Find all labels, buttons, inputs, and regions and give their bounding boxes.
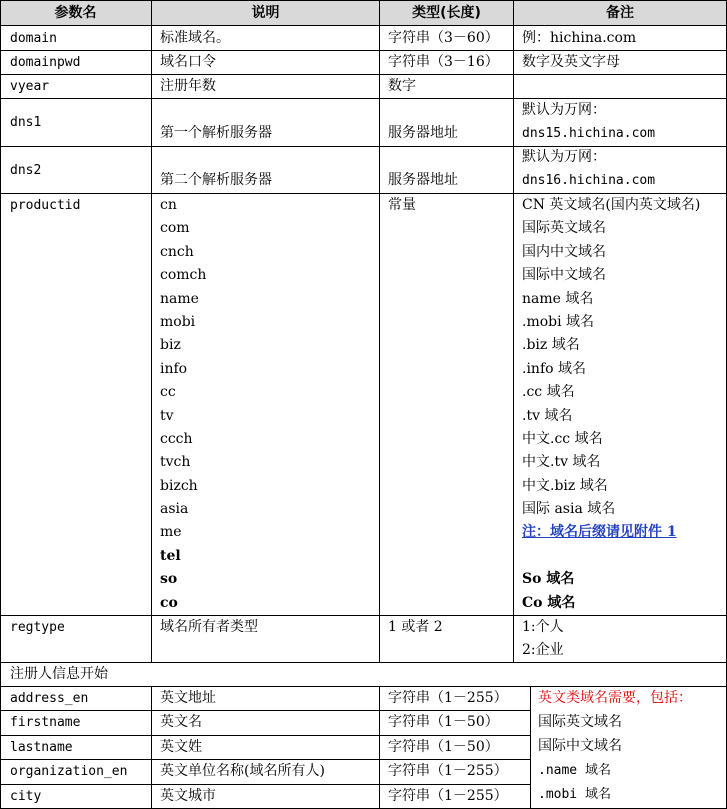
reg-note-item: 国际英文域名	[538, 714, 622, 730]
productid-code: tel	[160, 547, 181, 564]
grid-line	[0, 146, 727, 147]
desc-city: 英文城市	[160, 788, 216, 804]
param-domain: domain	[10, 31, 57, 46]
productid-note: 中文.biz 域名	[522, 477, 608, 494]
desc-domainpwd: 域名口令	[160, 54, 216, 70]
productid-note: .cc 域名	[522, 384, 575, 401]
grid-line	[530, 686, 531, 809]
productid-note: 中文.tv 域名	[522, 454, 601, 471]
type-dns1: 服务器地址	[388, 125, 458, 141]
reg-note-item: 国际中文域名	[538, 738, 622, 754]
productid-note	[522, 545, 700, 568]
param-lastname: lastname	[10, 740, 73, 755]
desc-firstname: 英文名	[160, 714, 202, 730]
header-param: 参数名	[54, 5, 97, 21]
note-domainpwd: 数字及英文字母	[522, 54, 620, 70]
header-note: 备注	[606, 5, 634, 21]
appendix-link[interactable]: 注：域名后缀请见附件 1	[522, 524, 677, 541]
type-vyear: 数字	[388, 78, 416, 94]
desc-lastname: 英文姓	[160, 739, 202, 755]
grid-line	[0, 25, 727, 26]
productid-code: tv	[160, 407, 174, 424]
note-dns1-line2: dns15.hichina.com	[522, 126, 656, 141]
param-address-en: address_en	[10, 691, 89, 706]
grid-line	[379, 686, 380, 809]
grid-line	[0, 74, 727, 75]
grid-line	[151, 0, 152, 662]
type-firstname: 字符串（1－50）	[388, 714, 499, 730]
grid-line	[0, 615, 727, 616]
type-productid: 常量	[388, 197, 416, 213]
param-city: city	[10, 789, 42, 804]
type-city: 字符串（1－255）	[388, 788, 508, 804]
grid-line	[0, 98, 727, 99]
productid-code: mobi	[160, 313, 196, 330]
productid-note: 中文.cc 域名	[522, 430, 603, 447]
productid-code-list	[160, 194, 206, 615]
productid-note: .biz 域名	[522, 337, 580, 354]
type-organization-en: 字符串（1－255）	[388, 763, 508, 779]
desc-dns1: 第一个解析服务器	[160, 125, 272, 141]
type-regtype: 1 或者 2	[388, 619, 443, 635]
productid-code: name	[160, 290, 199, 307]
param-firstname: firstname	[10, 715, 81, 730]
productid-note-list	[522, 194, 700, 615]
desc-domain: 标准域名。	[160, 30, 230, 46]
productid-code: tvch	[160, 454, 191, 471]
productid-code: bizch	[160, 477, 198, 494]
type-lastname: 字符串（1－50）	[388, 739, 499, 755]
productid-code: com	[160, 220, 190, 237]
productid-note: So 域名	[522, 571, 575, 588]
type-address-en: 字符串（1－255）	[388, 690, 508, 706]
desc-address-en: 英文地址	[160, 690, 216, 706]
reg-note-item: .name 域名	[538, 763, 611, 778]
desc-dns2: 第二个解析服务器	[160, 172, 272, 188]
productid-note: name 域名	[522, 290, 594, 307]
param-dns1: dns1	[10, 115, 42, 130]
desc-organization-en: 英文单位名称(域名所有人)	[160, 763, 325, 779]
type-dns2: 服务器地址	[388, 172, 458, 188]
productid-note: CN 英文域名(国内英文域名)	[522, 197, 701, 213]
grid-line	[379, 0, 380, 662]
header-type: 类型(长度)	[412, 5, 481, 21]
note-regtype-line2: 2:企业	[522, 642, 564, 658]
productid-note: Co 域名	[522, 594, 576, 611]
productid-note: .tv 域名	[522, 407, 573, 424]
note-dns1-line1: 默认为万网：	[522, 102, 606, 118]
grid-line	[0, 0, 1, 809]
param-organization-en: organization_en	[10, 764, 128, 779]
note-dns2-line1: 默认为万网：	[522, 149, 606, 165]
productid-code: so	[160, 571, 178, 588]
header-desc: 说明	[251, 5, 280, 21]
productid-note: .info 域名	[522, 360, 587, 377]
note-dns2-line2: dns16.hichina.com	[522, 173, 656, 188]
param-vyear: vyear	[10, 79, 50, 94]
productid-code: me	[160, 524, 182, 541]
grid-line	[513, 0, 514, 662]
productid-code: info	[160, 360, 188, 377]
productid-code: cnch	[160, 243, 194, 260]
type-domainpwd: 字符串（3－16）	[388, 54, 499, 70]
param-dns2: dns2	[10, 163, 42, 178]
param-domainpwd: domainpwd	[10, 55, 81, 70]
productid-note: 国际 asia 域名	[522, 501, 616, 518]
productid-note: 国际英文域名	[522, 220, 606, 237]
note-domain: 例：hichina.com	[522, 30, 637, 46]
productid-note: 国内中文域名	[522, 243, 606, 260]
productid-note: 国际中文域名	[522, 267, 606, 284]
productid-code: ccch	[160, 430, 193, 447]
productid-code: co	[160, 594, 178, 611]
param-productid: productid	[10, 198, 81, 213]
productid-code: comch	[160, 267, 207, 284]
productid-code: cc	[160, 384, 176, 401]
grid-line	[0, 662, 727, 663]
productid-code: cn	[160, 197, 177, 213]
desc-vyear: 注册年数	[160, 78, 216, 94]
productid-code: biz	[160, 337, 181, 354]
productid-code: asia	[160, 501, 189, 518]
note-regtype-line1: 1:个人	[522, 619, 564, 635]
reg-note-title: 英文类域名需要，包括：	[538, 690, 692, 706]
section-title-registrant: 注册人信息开始	[10, 666, 108, 682]
param-regtype: regtype	[10, 620, 65, 635]
reg-note-item: .mobi 域名	[538, 787, 611, 802]
type-domain: 字符串（3－60）	[388, 30, 499, 46]
productid-note: .mobi 域名	[522, 313, 595, 330]
grid-line	[151, 686, 152, 809]
desc-regtype: 域名所有者类型	[160, 619, 258, 635]
